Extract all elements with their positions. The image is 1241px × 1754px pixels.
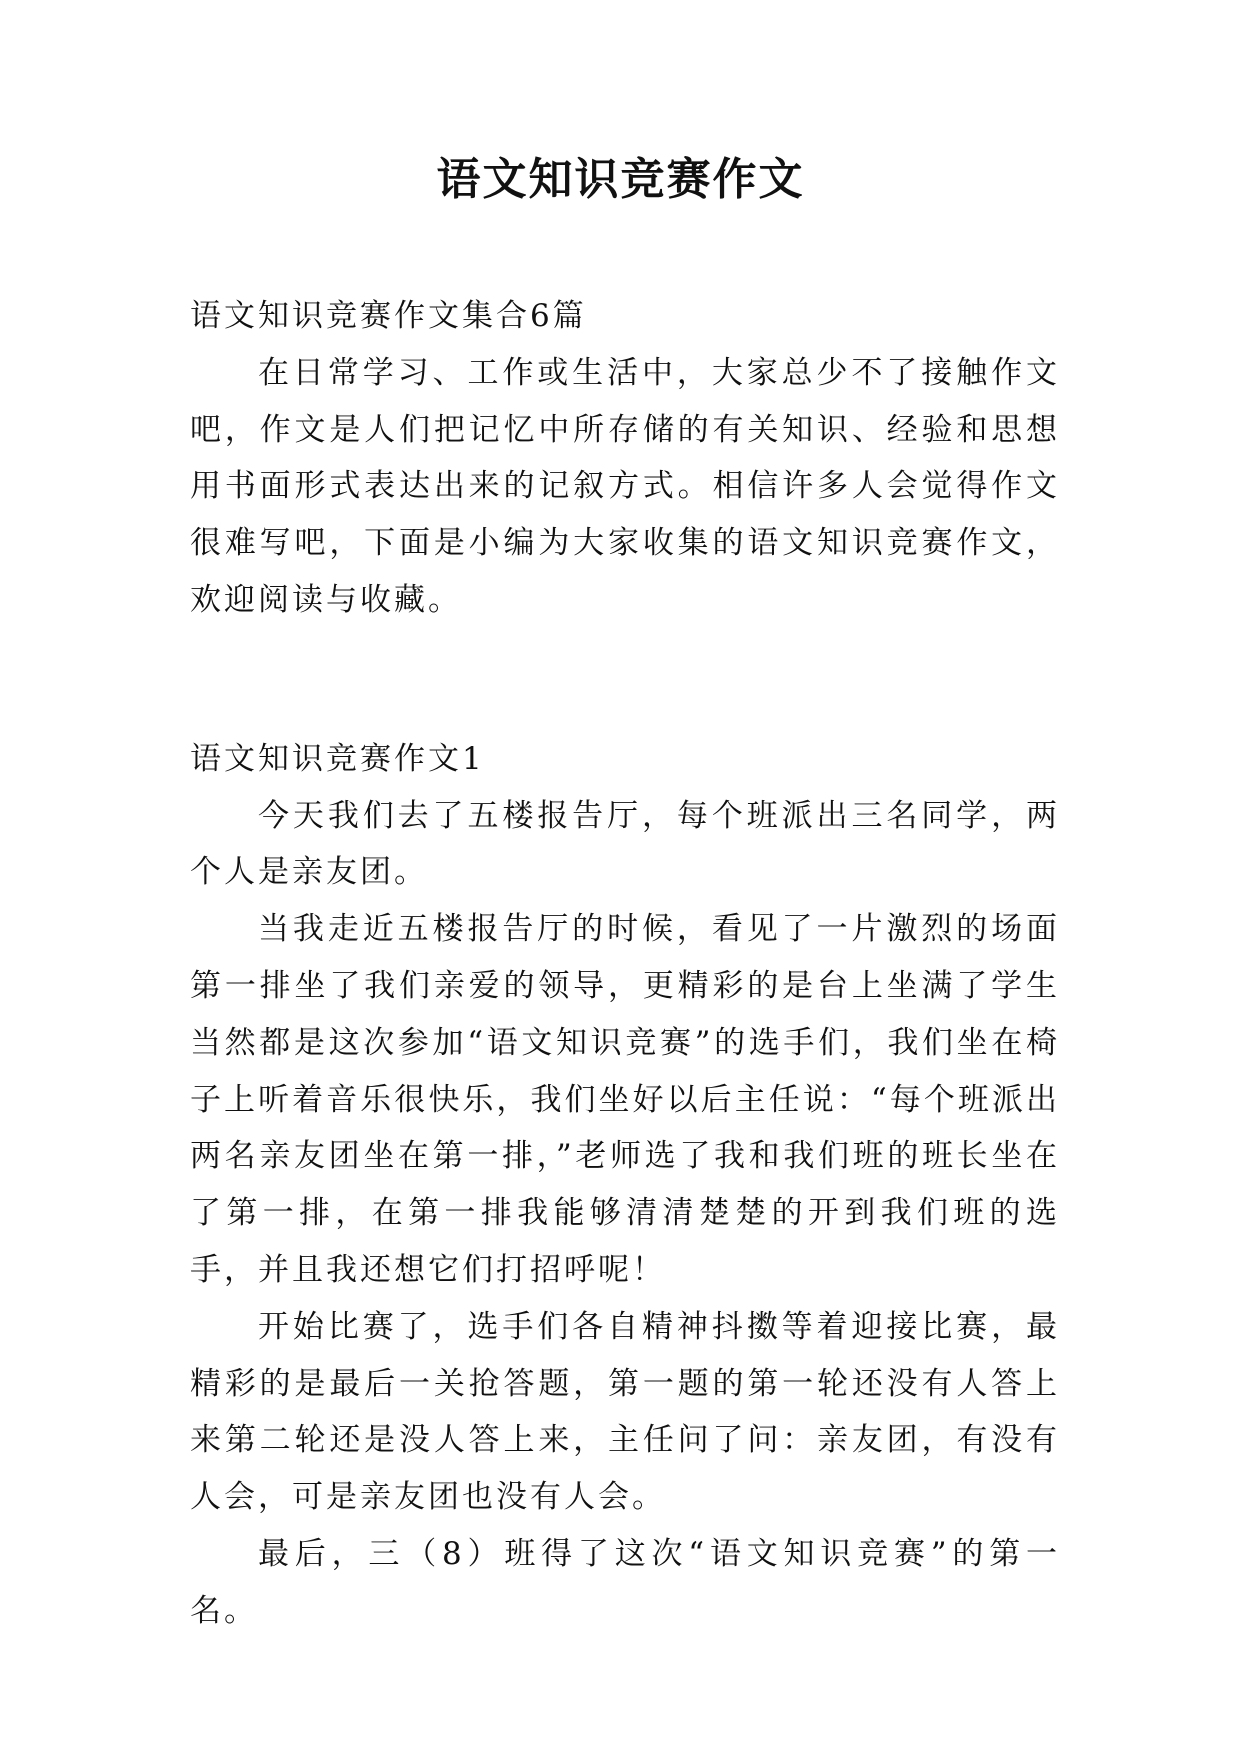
- essay1-paragraph: 开始比赛了，选手们各自精神抖擞等着迎接比赛，最精彩的是最后一关抢答题，第一题的第一轮还没有人答上来第二轮还是没人答上来，主任问了问：亲友团，有没有人会，可是亲友团也没有人会。: [190, 1308, 1060, 1516]
- intro-paragraph: 在日常学习、工作或生活中，大家总少不了接触作文吧，作文是人们把记忆中所存储的有关知识、经验和思想用书面形式表达出来的记叙方式。相信许多人会觉得作文很难写吧，下面是小编为大家收集的语文知识竞赛作文，欢迎阅读与收藏。: [190, 354, 1060, 618]
- intro-heading: 语文知识竞赛作文集合6篇: [190, 298, 587, 334]
- essay1-paragraph: 今天我们去了五楼报告厅，每个班派出三名同学，两个人是亲友团。: [190, 797, 1060, 891]
- essay1-paragraph: 当我走近五楼报告厅的时候，看见了一片激烈的场面第一排坐了我们亲爱的领导，更精彩的是台上坐满了学生当然都是这次参加“语文知识竞赛”的选手们，我们坐在椅子上听着音乐很快乐，我们坐好以后主任说：“每个班派出两名亲友团坐在第一排，”老师选了我和我们班的班长坐在了第一排，在第一排我能够清清楚楚的开到我们班的选手，并且我还想它们打招呼呢！: [190, 911, 1060, 1288]
- document-title: 语文知识竞赛作文: [436, 154, 805, 205]
- essay1-heading: 语文知识竞赛作文1: [190, 740, 485, 777]
- essay1-paragraph: 最后，三（8）班得了这次“语文知识竞赛”的第一名。: [190, 1535, 1060, 1629]
- document-body: [190, 288, 1060, 1640]
- section-spacer: [190, 629, 1060, 731]
